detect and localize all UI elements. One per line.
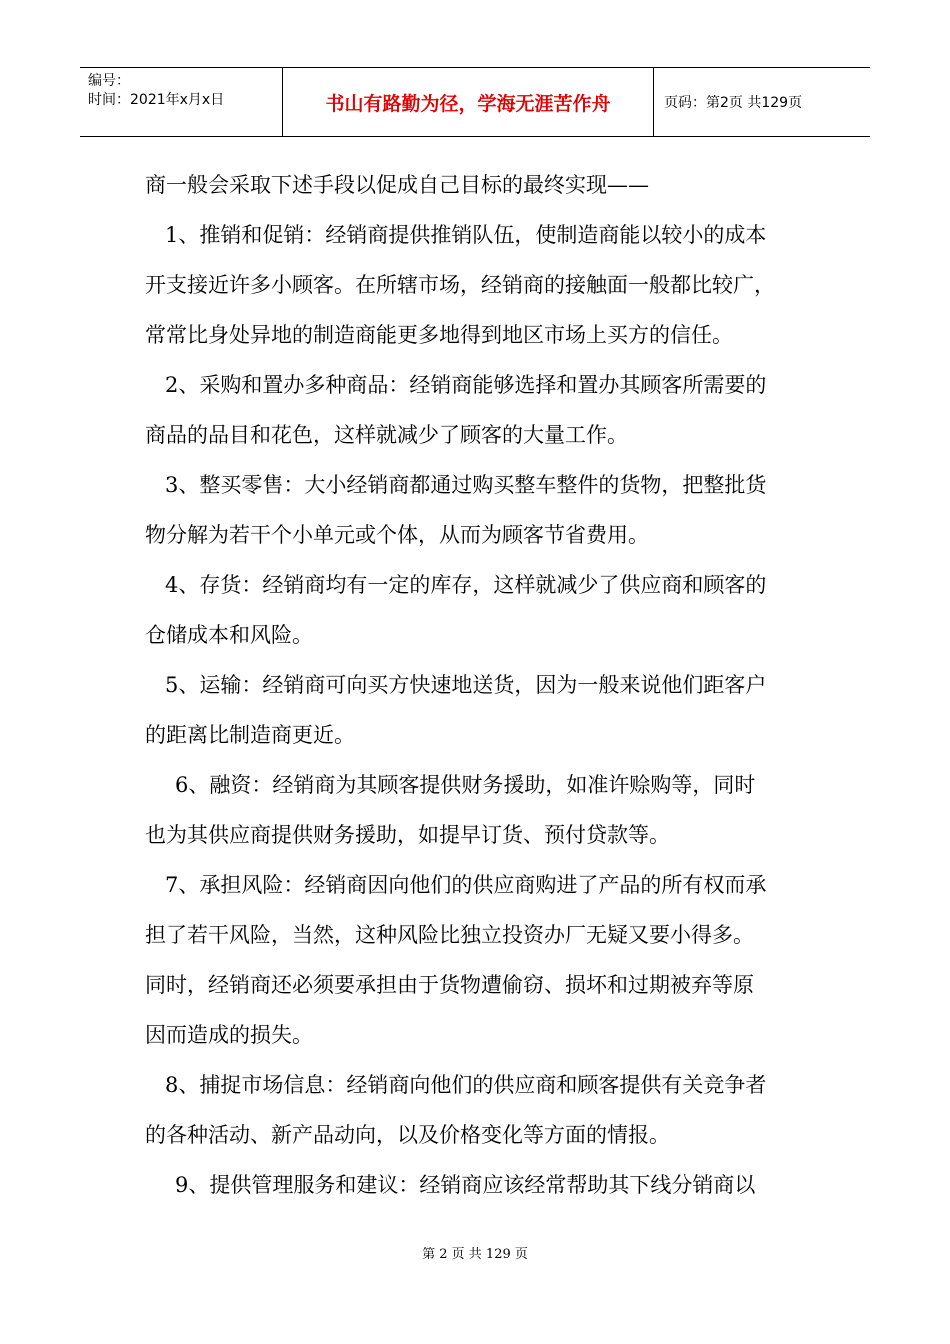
text-line: 7、承担风险：经销商因向他们的供应商购进了产品的所有权而承	[165, 873, 767, 897]
text-line: 1、推销和促销：经销商提供推销队伍，使制造商能以较小的成本	[165, 223, 767, 247]
text-line: 的距离比制造商更近。	[145, 723, 355, 747]
header-page-info: 页码：第2页 共129页	[664, 95, 803, 111]
document-header	[80, 67, 870, 137]
text-line: 物分解为若干个小单元或个体，从而为顾客节省费用。	[145, 523, 649, 547]
text-line: 9、提供管理服务和建议：经销商应该经常帮助其下线分销商以	[175, 1173, 756, 1197]
text-line: 商品的品目和花色，这样就减少了顾客的大量工作。	[145, 423, 628, 447]
text-line: 开支接近许多小顾客。在所辖市场，经销商的接触面一般都比较广，	[145, 273, 775, 297]
text-line: 也为其供应商提供财务援助，如提早订货、预付贷款等。	[145, 823, 670, 847]
text-line: 5、运输：经销商可向买方快速地送货，因为一般来说他们距客户	[165, 673, 767, 697]
text-line: 担了若干风险，当然，这种风险比独立投资办厂无疑又要小得多。	[145, 923, 754, 947]
page-footer: 第 2 页 共 129 页	[422, 1247, 528, 1262]
text-line: 同时，经销商还必须要承担由于货物遭偷窃、损坏和过期被弃等原	[145, 973, 754, 997]
text-line: 商一般会采取下述手段以促成自己目标的最终实现——	[145, 173, 649, 197]
text-line: 2、采购和置办多种商品：经销商能够选择和置办其顾客所需要的	[165, 373, 767, 397]
text-line: 6、融资：经销商为其顾客提供财务援助，如准许赊购等，同时	[175, 773, 756, 797]
header-motto: 书山有路勤为径，学海无涯苦作舟	[283, 68, 654, 136]
text-line: 因而造成的损失。	[145, 1023, 313, 1047]
document-body	[145, 160, 810, 1210]
text-line: 8、捕捉市场信息：经销商向他们的供应商和顾客提供有关竞争者	[165, 1073, 767, 1097]
text-line: 4、存货：经销商均有一定的库存，这样就减少了供应商和顾客的	[165, 573, 767, 597]
text-line: 常常比身处异地的制造商能更多地得到地区市场上买方的信任。	[145, 323, 733, 347]
header-meta	[80, 68, 283, 136]
time-label: 时间：2021年x月x日	[88, 92, 225, 108]
text-line: 3、整买零售：大小经销商都通过购买整车整件的货物，把整批货	[165, 473, 767, 497]
text-line: 的各种活动、新产品动向，以及价格变化等方面的情报。	[145, 1123, 670, 1147]
text-line: 仓储成本和风险。	[145, 623, 313, 647]
number-label: 编号：	[88, 73, 130, 89]
